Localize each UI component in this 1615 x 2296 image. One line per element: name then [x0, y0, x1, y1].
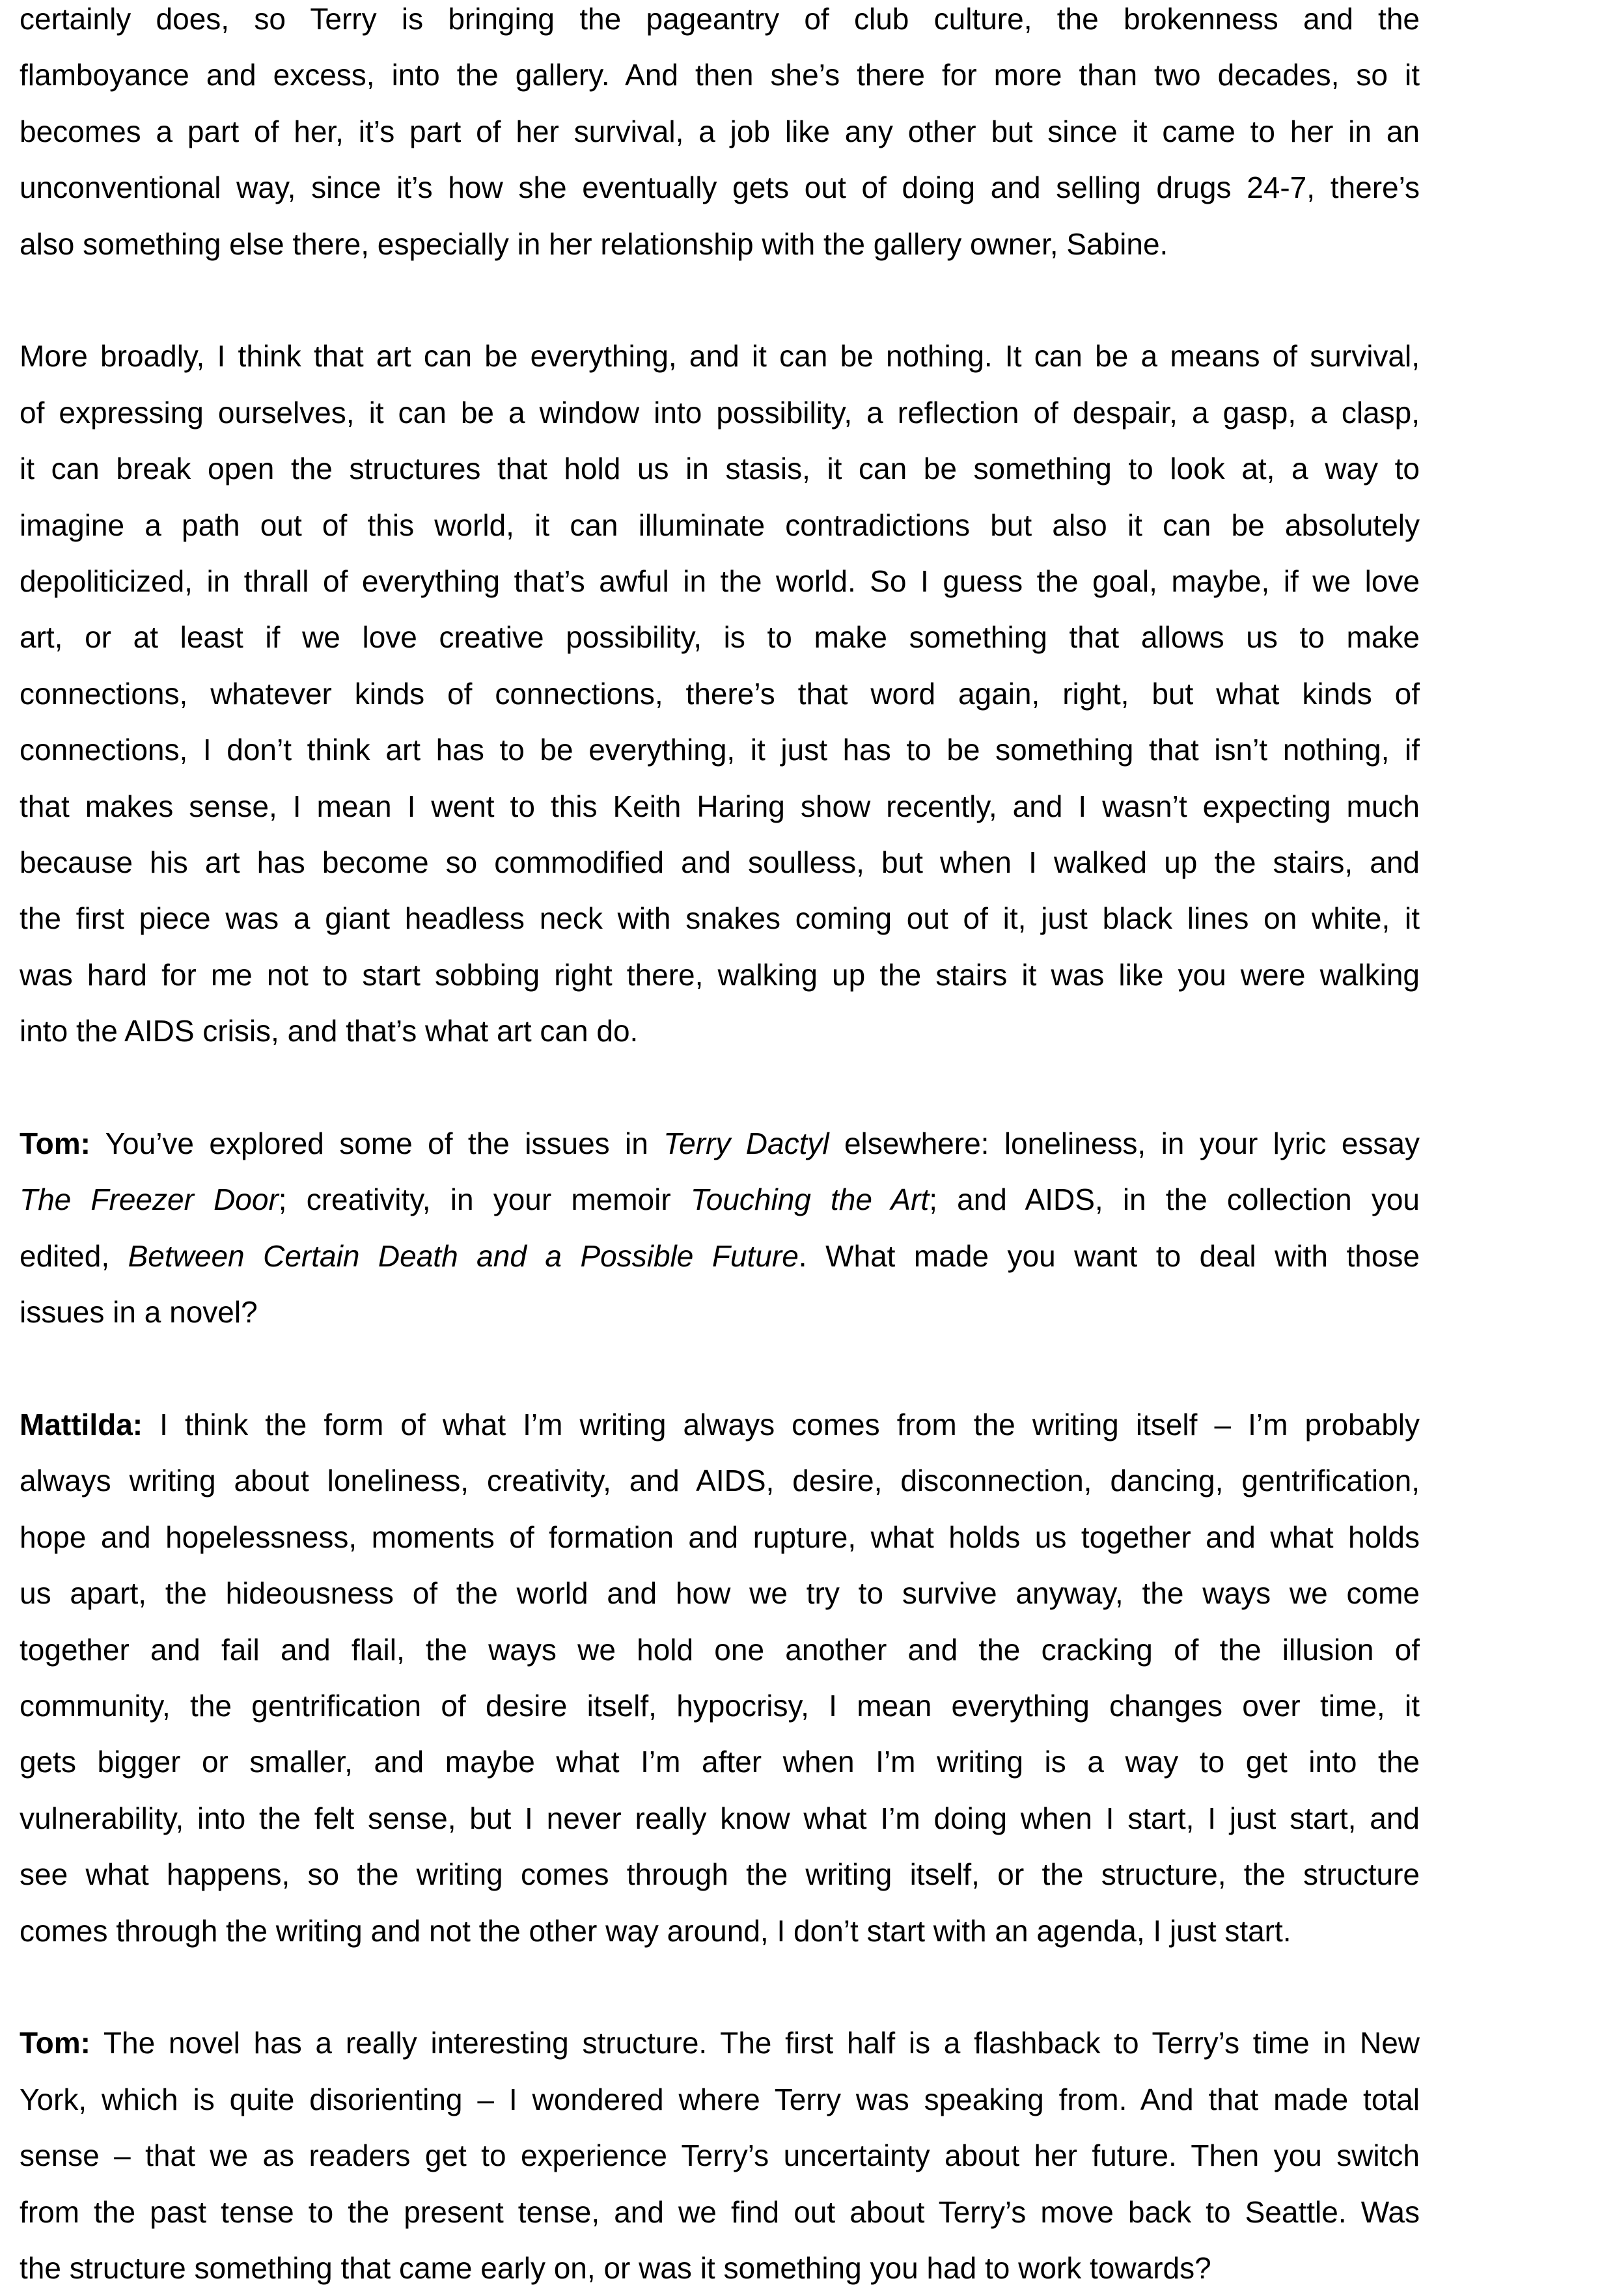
text-line: [20, 47, 1420, 103]
text-line: [20, 1790, 1420, 1846]
speaker-label: Tom:: [20, 2026, 91, 2060]
text-run: into the AIDS crisis, and that’s what art can do.: [20, 1014, 639, 1048]
text-line: [20, 103, 1420, 159]
text-line: [20, 553, 1420, 609]
text-run: unconventional way, since it’s how she eventually gets out of doing and selling drugs 24-7, there’s: [20, 171, 1420, 205]
book-title: The Freezer Door: [20, 1182, 279, 1217]
text-run: together and fail and flail, the ways we hold one another and the cracking of the illusion of: [20, 1632, 1420, 1667]
text-line: [20, 2127, 1420, 2183]
text-run: edited,: [20, 1238, 128, 1273]
text-run: gets bigger or smaller, and maybe what I’m after when I’m writing is a way to get into the: [20, 1745, 1420, 1779]
text-line: [20, 1228, 1420, 1284]
text-run: More broadly, I think that art can be everything, and it can be nothing. It can be a means of survival,: [20, 339, 1420, 374]
text-run: hope and hopelessness, moments of formation and rupture, what holds us together and what holds: [20, 1520, 1420, 1554]
text-run: certainly does, so Terry is bringing the pageantry of club culture, the brokenness and the: [20, 2, 1420, 36]
text-line: [20, 1565, 1420, 1621]
text-line: [20, 441, 1420, 497]
text-run: see what happens, so the writing comes through the writing itself, or the structure, the structure: [20, 1857, 1420, 1892]
text-run: connections, I don’t think art has to be everything, it just has to be something that isn’t nothing, if: [20, 733, 1420, 767]
text-line: [20, 497, 1420, 553]
text-run: elsewhere: loneliness, in your lyric essay: [829, 1127, 1420, 1160]
text-line: [20, 159, 1420, 215]
text-run: from the past tense to the present tense, and we find out about Terry’s move back to Seattle. Was: [20, 2194, 1420, 2229]
text-line: [20, 1734, 1420, 1790]
text-line: [20, 722, 1420, 778]
text-run: of expressing ourselves, it can be a window into possibility, a reflection of despair, a gasp, a clasp,: [20, 395, 1420, 430]
text-run: also something else there, especially in her relationship with the gallery owner, Sabine.: [20, 226, 1168, 261]
text-line: [20, 947, 1420, 1003]
text-run: The novel has a really interesting structure. The first half is a flashback to Terry’s time in New: [90, 2026, 1420, 2060]
text-run: always writing about loneliness, creativity, and AIDS, desire, disconnection, dancing, gentrification,: [20, 1464, 1420, 1498]
text-run: was hard for me not to start sobbing right there, walking up the stairs it was like you were walking: [20, 957, 1420, 992]
text-run: ; and AIDS, in the collection you: [929, 1182, 1420, 1217]
text-run: . What made you want to deal with those: [798, 1238, 1420, 1273]
text-line: [20, 609, 1420, 665]
text-run: vulnerability, into the felt sense, but I never really know what I’m doing when I start, I just start, and: [20, 1801, 1420, 1835]
text-line: [20, 834, 1420, 890]
text-line: [20, 1622, 1420, 1678]
text-line: [20, 1453, 1420, 1509]
text-run: that makes sense, I mean I went to this Keith Haring show recently, and I wasn’t expecting much: [20, 789, 1420, 823]
text-line: [20, 1846, 1420, 1902]
text-run: the first piece was a giant headless neck with snakes coming out of it, just black lines on white, it: [20, 901, 1420, 936]
text-line: [20, 2015, 1420, 2071]
text-line: [20, 1678, 1420, 1734]
text-line: [20, 0, 1420, 47]
text-run: it can break open the structures that hold us in stasis, it can be something to look at, a way to: [20, 452, 1420, 486]
text-run: I think the form of what I’m writing always comes from the writing itself – I’m probably: [143, 1408, 1420, 1442]
text-run: flamboyance and excess, into the gallery. And then she’s there for more than two decades, so it: [20, 58, 1420, 92]
text-run: You’ve explored some of the issues in: [90, 1127, 664, 1160]
text-line: [20, 1509, 1420, 1565]
text-run: issues in a novel?: [20, 1295, 258, 1330]
text-run: depoliticized, in thrall of everything that’s awful in the world. So I guess the goal, maybe, if we love: [20, 564, 1420, 598]
text-line: [20, 1115, 1420, 1171]
text-line: [20, 1003, 1420, 1059]
text-run: imagine a path out of this world, it can illuminate contradictions but also it can be absolutely: [20, 508, 1420, 542]
text-run: the structure something that came early on, or was it something you had to work towards?: [20, 2251, 1211, 2285]
speaker-label: Tom:: [20, 1127, 91, 1160]
text-line: [20, 1397, 1420, 1453]
text-run: art, or at least if we love creative possibility, is to make something that allows us to make: [20, 620, 1420, 655]
text-run: becomes a part of her, it’s part of her survival, a job like any other but since it came to her in an: [20, 114, 1420, 148]
text-run: sense – that we as readers get to experience Terry’s uncertainty about her future. Then you switch: [20, 2139, 1420, 2173]
text-line: [20, 1171, 1420, 1227]
text-line: [20, 2071, 1420, 2127]
text-line: [20, 666, 1420, 722]
text-line: [20, 890, 1420, 946]
book-title: Terry Dactyl: [663, 1127, 829, 1160]
text-run: community, the gentrification of desire itself, hypocrisy, I mean everything changes over time, it: [20, 1689, 1420, 1723]
book-title: Between Certain Death and a Possible Future: [128, 1238, 799, 1273]
speaker-label: Mattilda:: [20, 1408, 143, 1442]
book-title: Touching the Art: [690, 1182, 930, 1217]
text-line: [20, 2184, 1420, 2240]
text-line: [20, 328, 1420, 384]
text-run: York, which is quite disorienting – I wondered where Terry was speaking from. And that made total: [20, 2082, 1420, 2116]
text-line: [20, 2240, 1420, 2296]
text-line: [20, 778, 1420, 834]
text-run: us apart, the hideousness of the world and how we try to survive anyway, the ways we come: [20, 1576, 1420, 1611]
text-run: connections, whatever kinds of connections, there’s that word again, right, but what kinds of: [20, 676, 1420, 711]
text-line: [20, 385, 1420, 441]
text-run: because his art has become so commodified and soulless, but when I walked up the stairs, and: [20, 845, 1420, 879]
text-line: [20, 1284, 1420, 1340]
text-line: [20, 216, 1420, 272]
text-run: comes through the writing and not the other way around, I don’t start with an agenda, I just start.: [20, 1913, 1291, 1948]
text-run: ; creativity, in your memoir: [278, 1182, 691, 1217]
text-line: [20, 1903, 1420, 1959]
